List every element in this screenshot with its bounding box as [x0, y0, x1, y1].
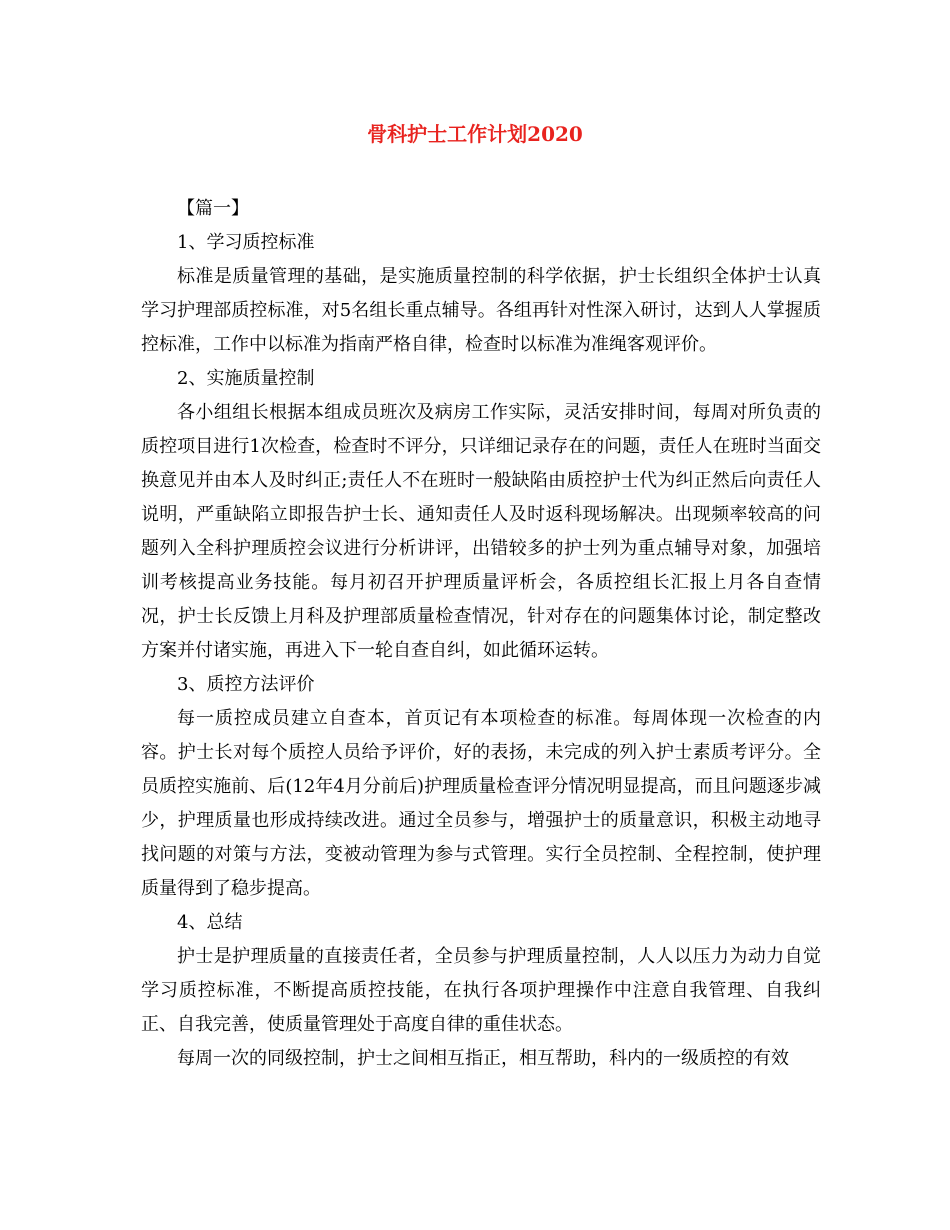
paragraph-method-evaluation: 每一质控成员建立自查本，首页记有本项检查的标准。每周体现一次检查的内容。护士长对每个质控人员给予评价，好的表扬，未完成的列入护士素质考评分。全员质控实施前、后(12年4月分前后)护理质量检查评分情况明显提高，而且问题逐步减少，护理质量也形成持续改进。通过全员参与，增强护士的质量意识，积极主动地寻找问题的对策与方法，变被动管理为参与式管理。实行全员控制、全程控制，使护理质量得到了稳步提高。 — [141, 708, 821, 899]
document-body — [141, 192, 821, 1076]
paragraph-peer-control: 每周一次的同级控制，护士之间相互指正，相互帮助，科内的一级质控的有效 — [177, 1048, 789, 1069]
section-heading: 【篇一】 — [177, 198, 249, 219]
heading-study-standards: 1、学习质控标准 — [177, 232, 315, 253]
heading-quality-control: 2、实施质量控制 — [177, 368, 315, 389]
paragraph-study-standards: 标准是质量管理的基础，是实施质量控制的科学依据，护士长组织全体护士认真学习护理部质控标准，对5名组长重点辅导。各组再针对性深入研讨，达到人人掌握质控标准，工作中以标准为指南严格自律，检查时以标准为准绳客观评价。 — [141, 266, 821, 355]
heading-summary: 4、总结 — [177, 912, 243, 933]
paragraph-quality-control: 各小组组长根据本组成员班次及病房工作实际，灵活安排时间，每周对所负责的质控项目进行1次检查，检查时不评分，只详细记录存在的问题，责任人在班时当面交换意见并由本人及时纠正;责任人不在班时一般缺陷由质控护士代为纠正然后向责任人说明，严重缺陷立即报告护士长、通知责任人及时返科现场解决。出现频率较高的问题列入全科护理质控会议进行分析讲评，出错较多的护士列为重点辅导对象，加强培训考核提高业务技能。每月初召开护理质量评析会，各质控组长汇报上月各自查情况，护士长反馈上月科及护理部质量检查情况，针对存在的问题集体讨论，制定整改方案并付诸实施，再进入下一轮自查自纠，如此循环运转。 — [141, 402, 821, 661]
document-title: 骨科护士工作计划2020 — [367, 122, 583, 146]
paragraph-summary: 护士是护理质量的直接责任者，全员参与护理质量控制，人人以压力为动力自觉学习质控标准，不断提高质控技能，在执行各项护理操作中注意自我管理、自我纠正、自我完善，使质量管理处于高度自律的重佳状态。 — [141, 946, 821, 1035]
heading-method-evaluation: 3、质控方法评价 — [177, 674, 315, 695]
